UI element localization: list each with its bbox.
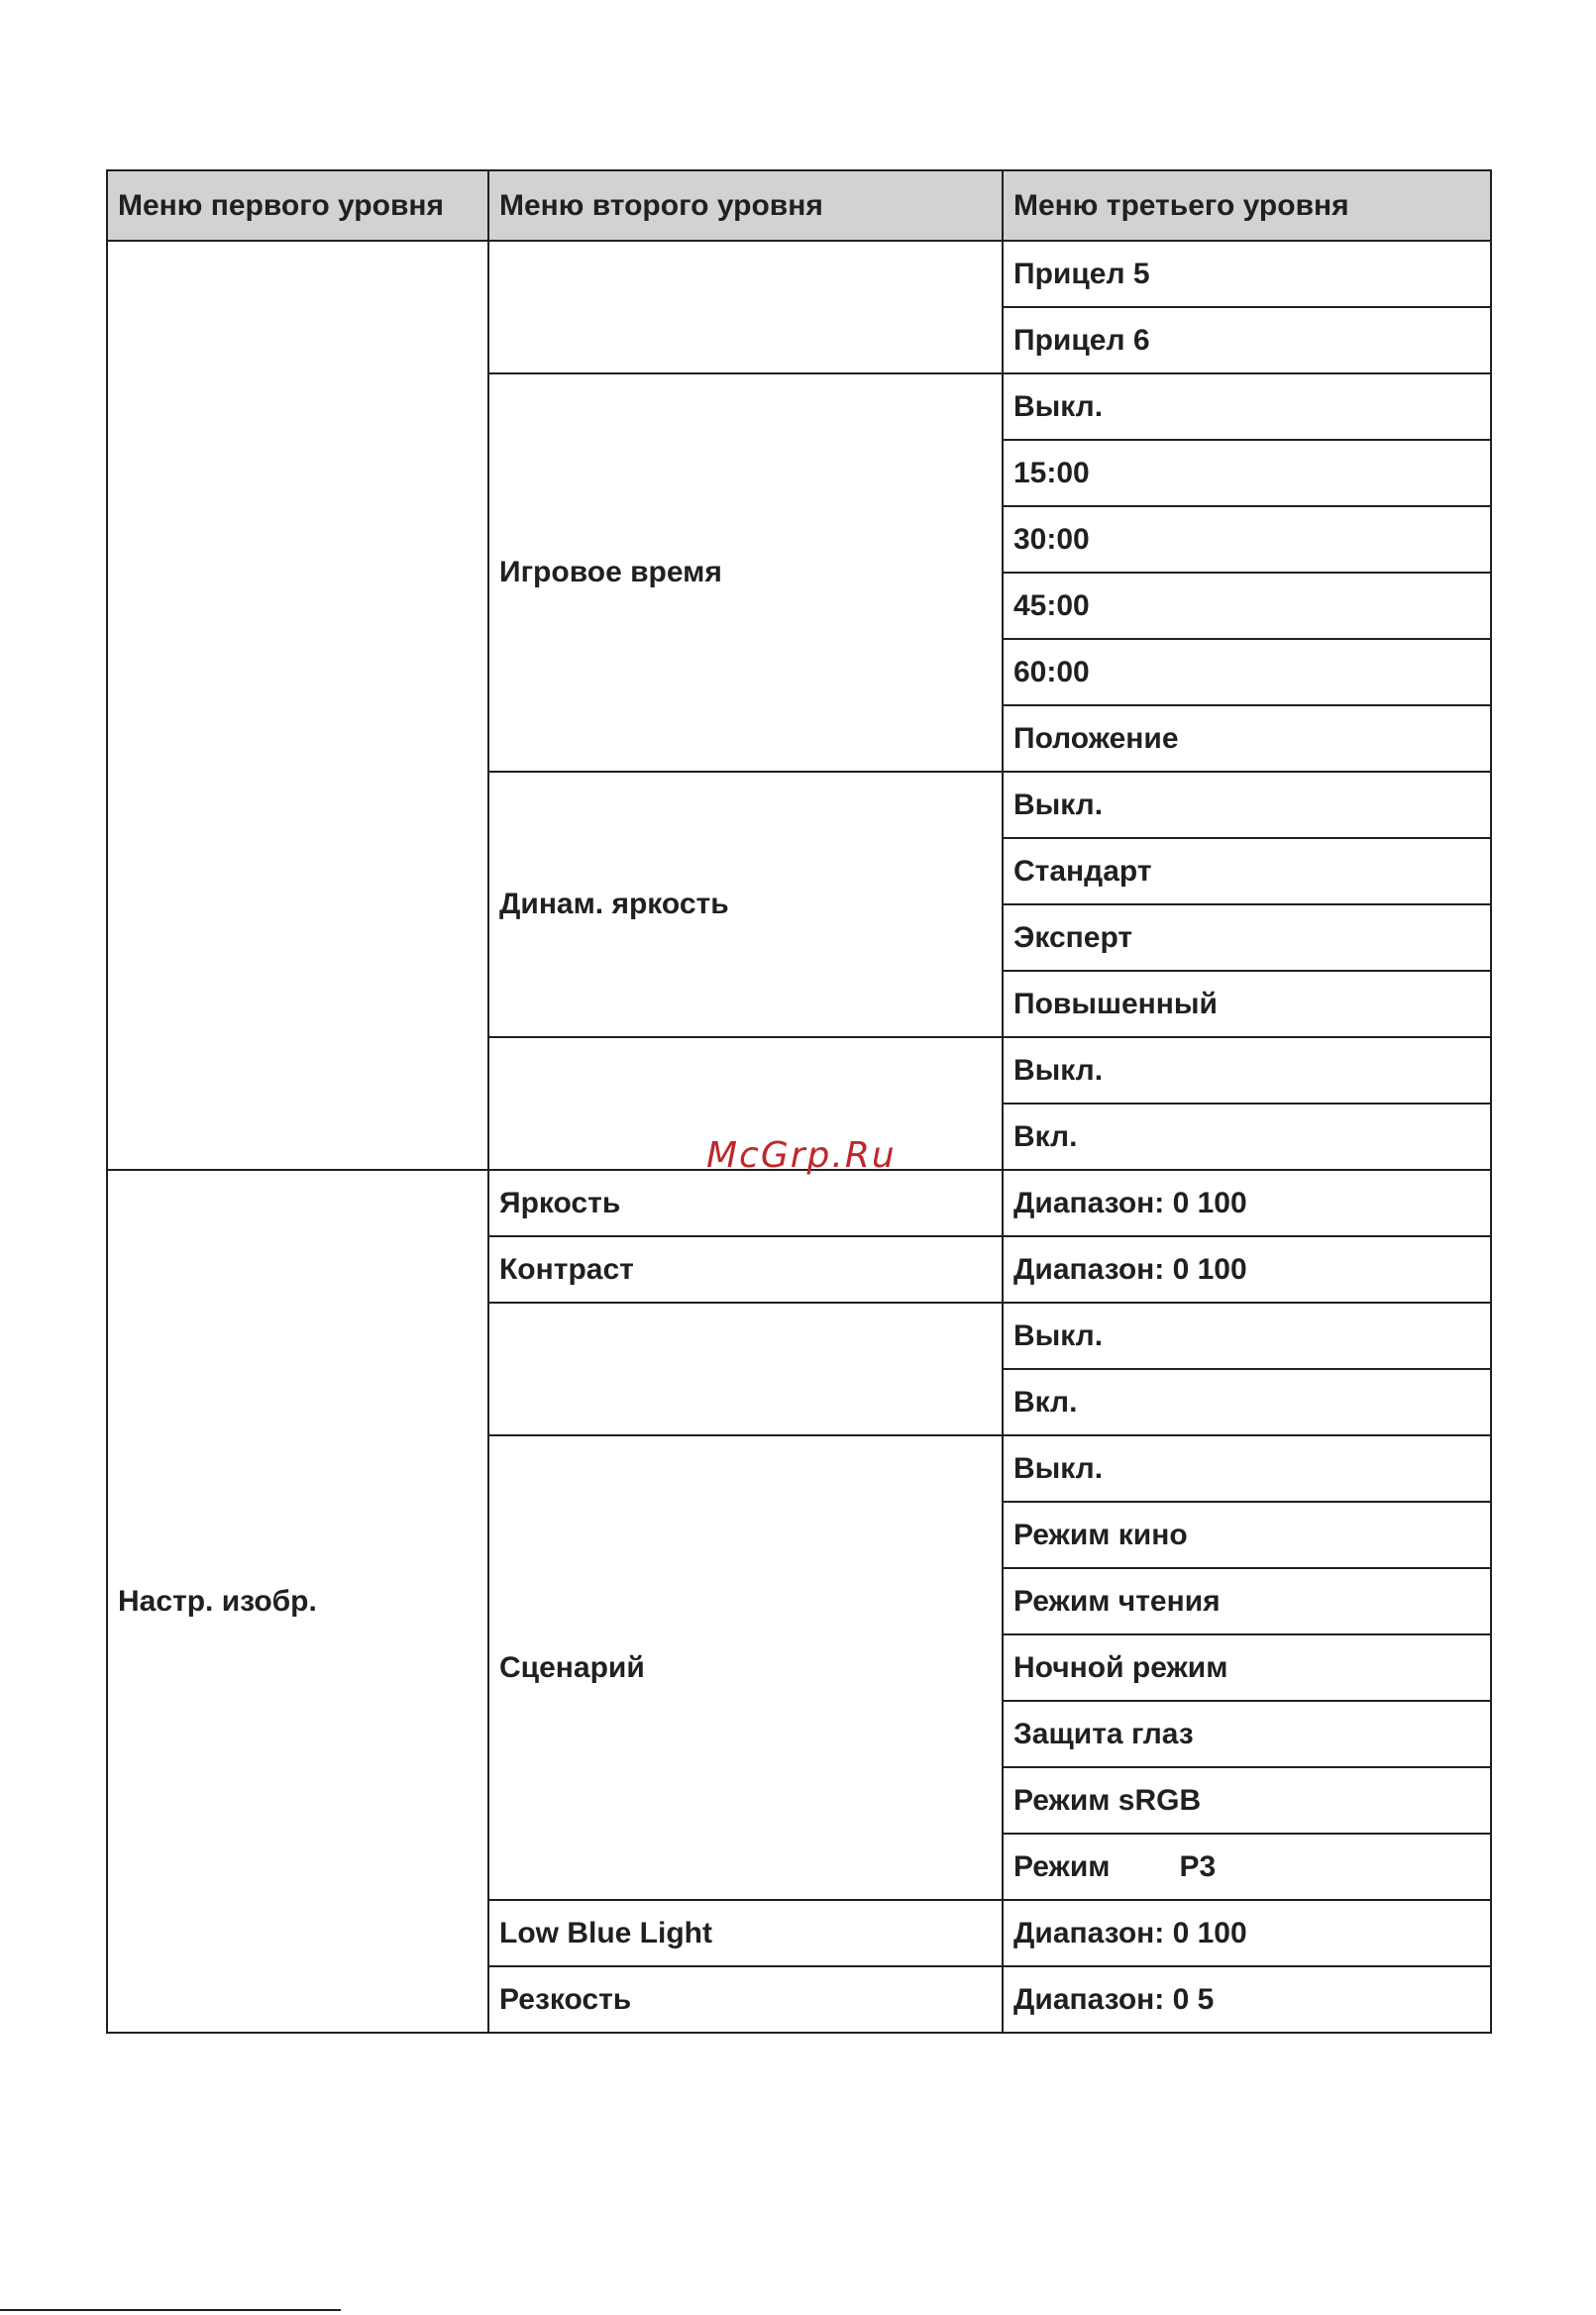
level3-cell: Стандарт xyxy=(1003,838,1491,904)
level3-cell: Режим кино xyxy=(1003,1502,1491,1568)
level3-cell: Режим sRGB xyxy=(1003,1767,1491,1834)
watermark: McGrp.Ru xyxy=(706,1135,897,1176)
level2-cell: Контраст xyxy=(488,1236,1003,1303)
level2-cell: Яркость xyxy=(488,1170,1003,1236)
level3-cell: 15:00 xyxy=(1003,440,1491,506)
level3-cell: Режим чтения xyxy=(1003,1568,1491,1634)
level2-cell: Игровое время xyxy=(488,373,1003,772)
level3-cell: Диапазон: 0 100 xyxy=(1003,1170,1491,1236)
level3-cell: Выкл. xyxy=(1003,373,1491,440)
level3-cell xyxy=(1003,1834,1491,1900)
header-level2: Меню второго уровня xyxy=(488,170,1003,241)
level3-cell: Выкл. xyxy=(1003,1037,1491,1104)
level3-cell: Прицел 6 xyxy=(1003,307,1491,373)
level1-cell xyxy=(107,241,488,1170)
table-row xyxy=(107,1170,1491,1236)
level3-cell: Выкл. xyxy=(1003,1303,1491,1369)
level2-cell: Сценарий xyxy=(488,1435,1003,1900)
level3-cell: Положение xyxy=(1003,705,1491,772)
level3-cell: Диапазон: 0 5 xyxy=(1003,1966,1491,2033)
level3-cell: Защита глаз xyxy=(1003,1701,1491,1767)
level3-cell: Выкл. xyxy=(1003,772,1491,838)
footer-divider xyxy=(0,2309,341,2311)
level3-cell: Прицел 5 xyxy=(1003,241,1491,307)
header-level1: Меню первого уровня xyxy=(107,170,488,241)
level3-cell: 60:00 xyxy=(1003,639,1491,705)
level2-cell: Динам. яркость xyxy=(488,772,1003,1037)
level2-cell xyxy=(488,241,1003,373)
level3-cell: Ночной режим xyxy=(1003,1634,1491,1701)
p3-mode-value: P3 xyxy=(1179,1849,1217,1883)
menu-table xyxy=(106,169,1492,2034)
level2-cell: Резкость xyxy=(488,1966,1003,2033)
header-level3: Меню третьего уровня xyxy=(1003,170,1491,241)
p3-mode-label: Режим xyxy=(1013,1849,1111,1883)
level2-cell: Low Blue Light xyxy=(488,1900,1003,1966)
level3-cell: 45:00 xyxy=(1003,573,1491,639)
level2-cell xyxy=(488,1303,1003,1435)
table-row xyxy=(107,241,1491,307)
level3-cell: Вкл. xyxy=(1003,1369,1491,1435)
level3-cell: Вкл. xyxy=(1003,1104,1491,1170)
level3-cell: Эксперт xyxy=(1003,904,1491,971)
level3-cell: Выкл. xyxy=(1003,1435,1491,1502)
level3-cell: Повышенный xyxy=(1003,971,1491,1037)
level1-cell: Настр. изобр. xyxy=(107,1170,488,2033)
level3-cell: 30:00 xyxy=(1003,506,1491,573)
header-row xyxy=(107,170,1491,241)
level3-cell: Диапазон: 0 100 xyxy=(1003,1236,1491,1303)
level3-cell: Диапазон: 0 100 xyxy=(1003,1900,1491,1966)
